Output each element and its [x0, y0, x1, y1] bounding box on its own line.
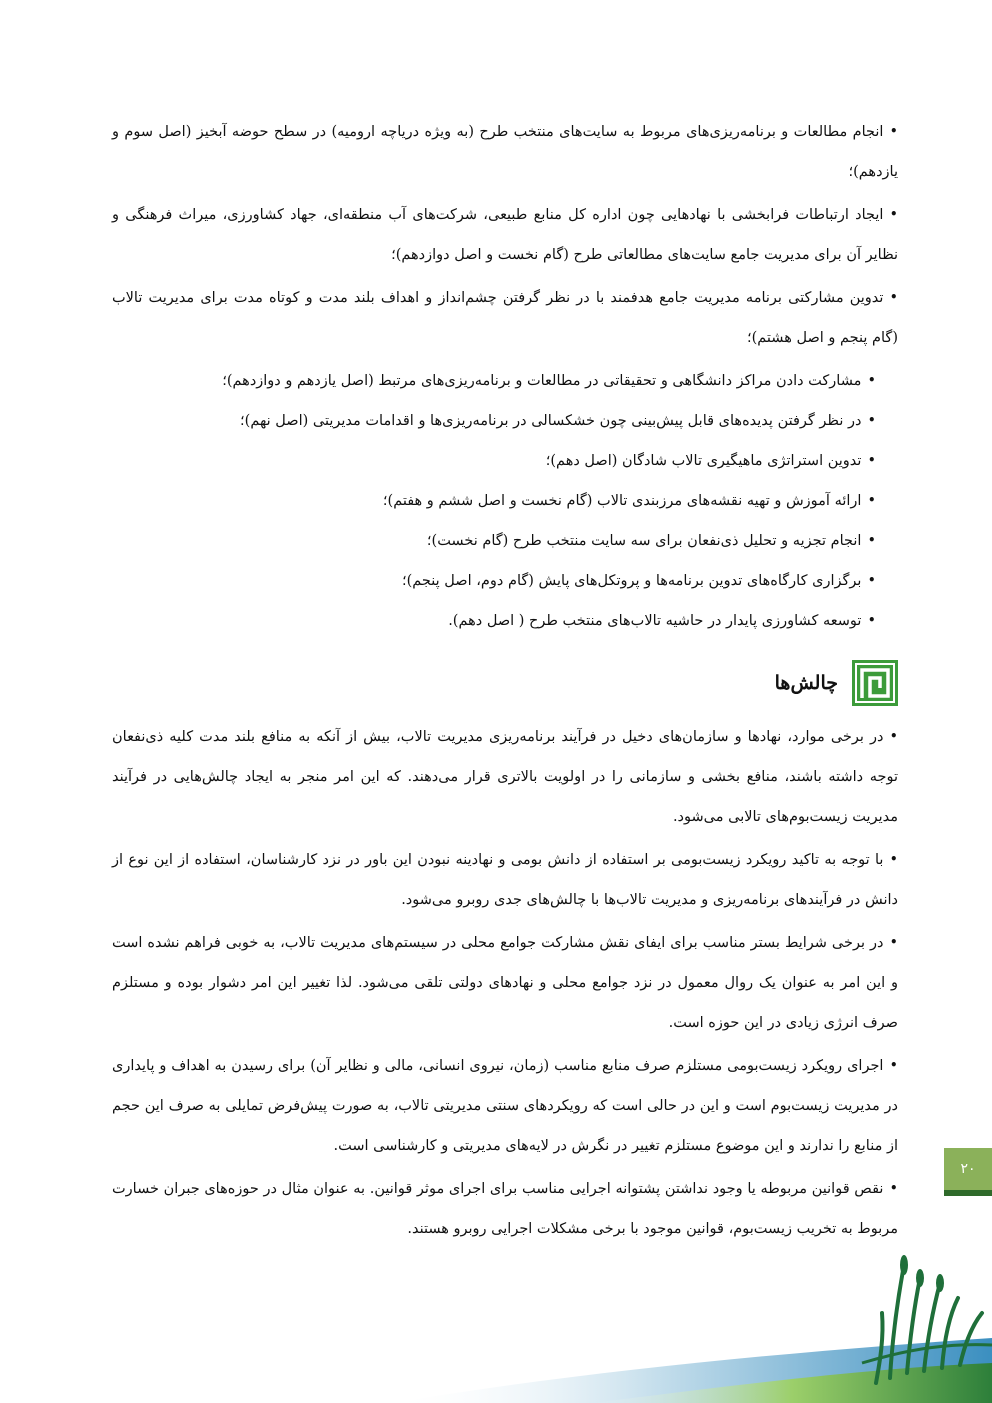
page-body	[112, 112, 898, 1252]
paragraph-text: انجام مطالعات و برنامه‌ریزی‌های مربوط به سایت‌های منتخب طرح (به ویژه دریاچه ارومیه) در سطح حوضه آبخیز (اصل سوم و یازدهم)؛	[112, 124, 898, 180]
challenge-paragraph	[112, 1169, 898, 1249]
bullet-marker: •	[889, 852, 898, 868]
paragraph-text: اجرای رویکرد زیست‌بومی مستلزم صرف منابع مناسب (زمان، نیروی انسانی، مالی و نظایر آن) برای رسیدن به اهداف و پایداری در مدیریت زیست‌بوم است و این در حالی است که رویکردهای سنتی مدیریتی تالاب، به صورت پیش‌فرض تمایلی به صرف این حجم از منابع را ندارند و این موضوع مستلزم تغییر در نگرش در لایه‌های مدیریتی و کارشناسی است.	[112, 1058, 898, 1154]
list-item-text: مشارکت دادن مراکز دانشگاهی و تحقیقاتی در مطالعات و برنامه‌ریزی‌های مرتبط (اصل یازدهم و دوازدهم)؛	[222, 373, 862, 389]
bullet-paragraph	[112, 195, 898, 275]
challenge-paragraph	[112, 923, 898, 1043]
page-number: ۲۰	[944, 1148, 992, 1190]
section-title: چالش‌ها	[774, 672, 838, 694]
challenge-paragraph	[112, 840, 898, 920]
list-item-text: تدوین استراتژی ماهیگیری تالاب شادگان (اصل دهم)؛	[545, 453, 862, 469]
paragraph-text: ایجاد ارتباطات فرابخشی با نهادهایی چون اداره کل منابع طبیعی، شرکت‌های آب منطقه‌ای، جهاد کشاورزی، میراث فرهنگی و نظایر آن برای مدیریت جامع سایت‌های مطالعاتی طرح (گام نخست و اصل دوازدهم)؛	[112, 207, 898, 263]
bullet-marker: •	[889, 935, 898, 951]
bullet-marker: •	[889, 1181, 898, 1197]
list-item	[112, 601, 876, 641]
bullet-paragraph	[112, 278, 898, 358]
list-item-text: ارائه آموزش و تهیه نقشه‌های مرزبندی تالاب (گام نخست و اصل ششم و هفتم)؛	[382, 493, 862, 509]
bullet-marker: •	[867, 613, 876, 629]
paragraph-text: با توجه به تاکید رویکرد زیست‌بومی بر استفاده از دانش بومی و نهادینه نبودن این باور در نزد کارشناسان، استفاده از این نوع از دانش در فرآیندهای برنامه‌ریزی و مدیریت تالاب‌ها با چالش‌های جدی روبرو می‌شود.	[112, 852, 898, 908]
list-item	[112, 521, 876, 561]
list-item-text: انجام تجزیه و تحلیل ذی‌نفعان برای سه سایت منتخب طرح (گام نخست)؛	[426, 533, 862, 549]
list-item	[112, 561, 876, 601]
bullet-marker: •	[867, 533, 876, 549]
bullet-marker: •	[889, 1058, 898, 1074]
list-item	[112, 401, 876, 441]
challenge-paragraph	[112, 1046, 898, 1166]
bullet-paragraph	[112, 112, 898, 192]
list-item-text: برگزاری کارگاه‌های تدوین برنامه‌ها و پروتکل‌های پایش (گام دوم، اصل پنجم)؛	[402, 573, 862, 589]
bullet-marker: •	[889, 729, 898, 745]
bullet-marker: •	[867, 373, 876, 389]
paragraph-text: در برخی شرایط بستر مناسب برای ایفای نقش مشارکت جوامع محلی در سیستم‌های مدیریت تالاب، به خوبی فراهم نشده است و این امر به عنوان یک روال معمول در نزد جوامع محلی و نهادهای دولتی تلقی می‌شود. لذا تغییر این امر دشوار بوده و مستلزم صرف انرژی زیادی در این حوزه است.	[112, 935, 898, 1031]
list-item	[112, 441, 876, 481]
reeds-and-water-logo	[392, 1243, 992, 1403]
greek-key-icon	[852, 660, 898, 706]
section-heading	[112, 657, 898, 709]
bullet-marker: •	[867, 453, 876, 469]
bullet-marker: •	[867, 573, 876, 589]
paragraph-text: نقص قوانین مربوطه یا وجود نداشتن پشتوانه اجرایی مناسب برای اجرای موثر قوانین. به عنوان مثال در حوزه‌های جبران خسارت مربوط به تخریب زیست‌بوم، قوانین موجود با برخی مشکلات اجرایی روبرو هستند.	[112, 1181, 898, 1237]
bullet-marker: •	[889, 124, 898, 140]
paragraph-text: در برخی موارد، نهادها و سازمان‌های دخیل در فرآیند برنامه‌ریزی مدیریت تالاب، بیش از آنکه به منافع بلند مدت کلیه ذی‌نفعان توجه داشته باشند، منافع بخشی و سازمانی را در اولویت بالاتری قرار می‌دهند. که این امر منجر به ایجاد چالش‌هایی در فرآیند مدیریت زیست‌بوم‌های تالابی می‌شود.	[112, 729, 898, 825]
list-item	[112, 481, 876, 521]
challenge-paragraph	[112, 717, 898, 837]
bullet-marker: •	[889, 207, 898, 223]
bullet-marker: •	[867, 493, 876, 509]
list-item-text: توسعه کشاورزی پایدار در حاشیه تالاب‌های منتخب طرح ( اصل دهم).	[448, 613, 862, 629]
list-item	[112, 361, 876, 401]
bullet-marker: •	[889, 290, 898, 306]
list-item-text: در نظر گرفتن پدیده‌های قابل پیش‌بینی چون خشکسالی در برنامه‌ریزی‌ها و اقدامات مدیریتی (اصل نهم)؛	[240, 413, 862, 429]
paragraph-text: تدوین مشارکتی برنامه مدیریت جامع هدفمند با در نظر گرفتن چشم‌انداز و اهداف بلند مدت و کوتاه مدت برای مدیریت تالاب (گام پنجم و اصل هشتم)؛	[112, 290, 898, 346]
bullet-marker: •	[867, 413, 876, 429]
sub-bullet-list	[112, 361, 898, 641]
